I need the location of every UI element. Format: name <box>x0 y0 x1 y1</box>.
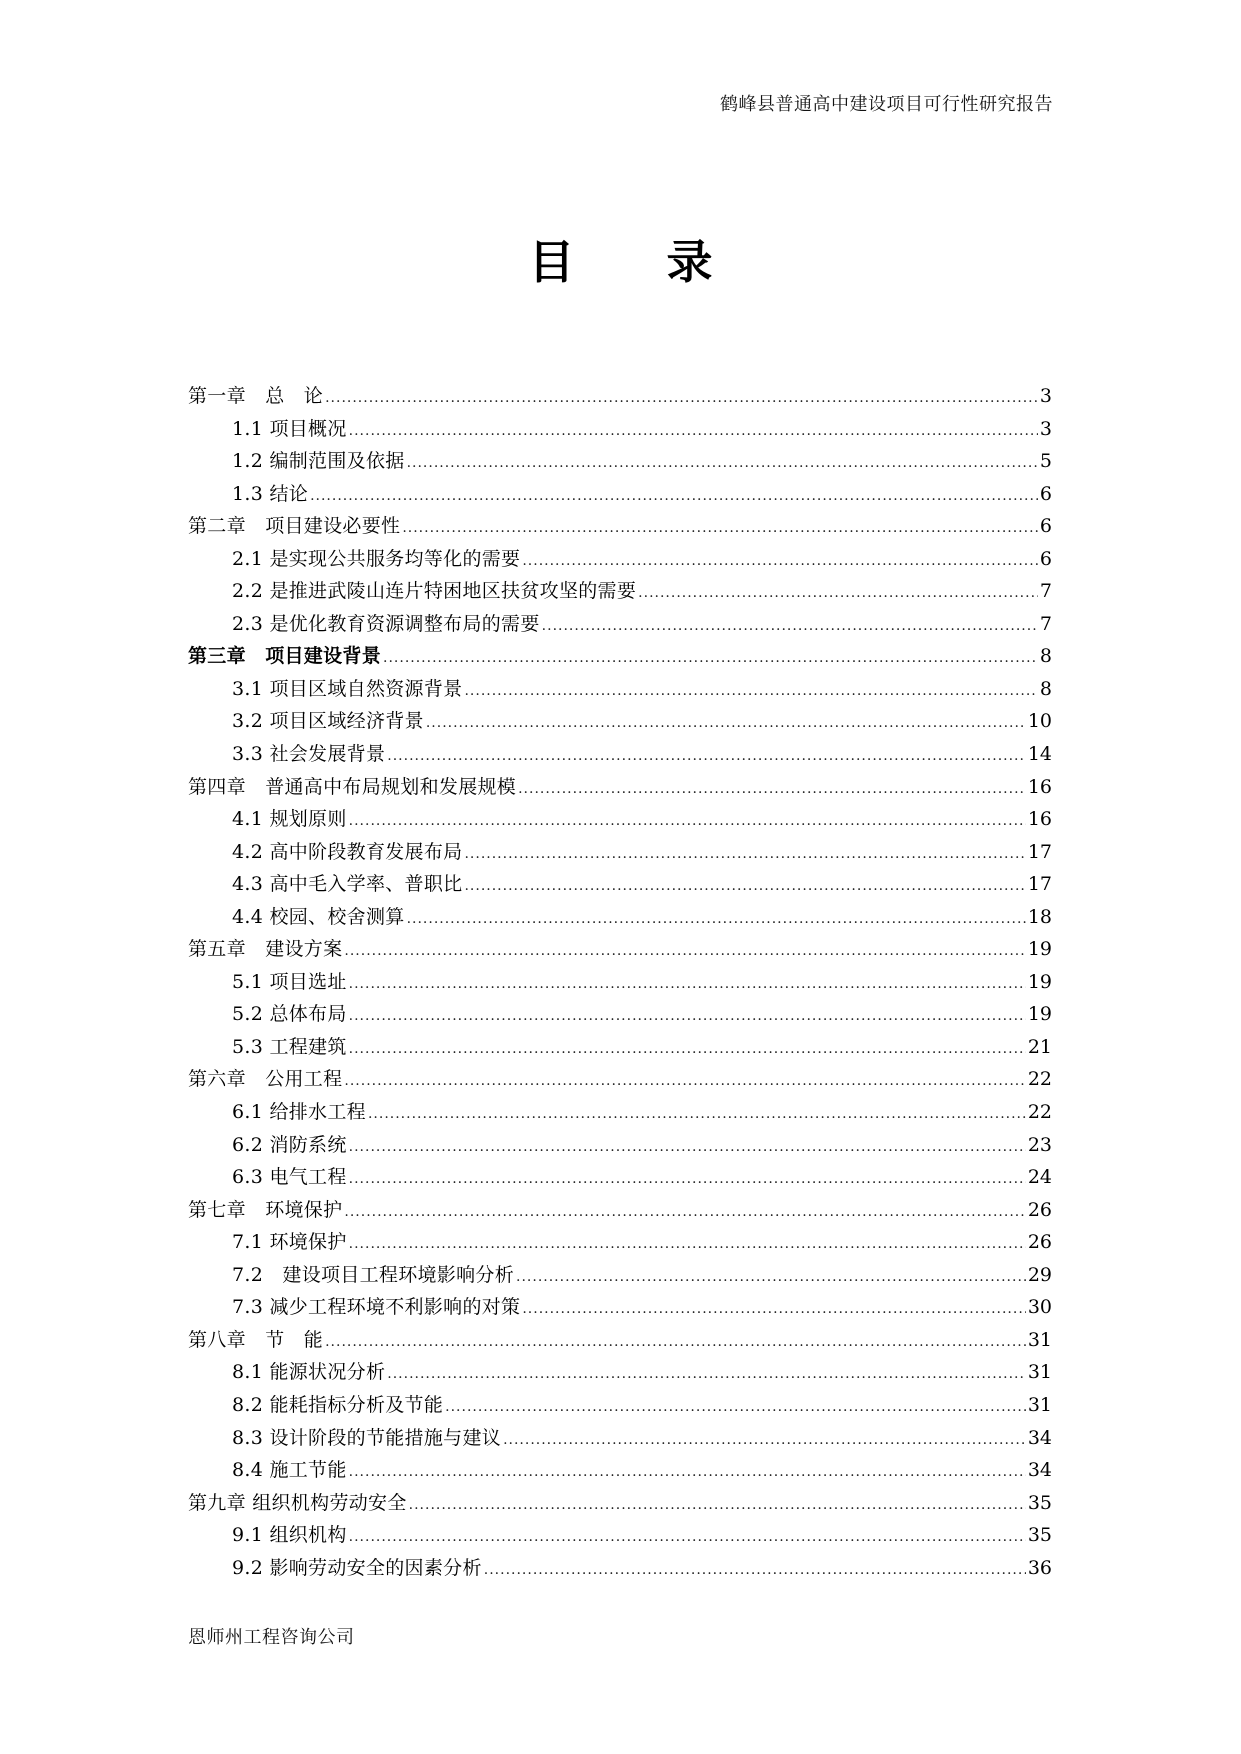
toc-dot-leader <box>409 1489 1026 1522</box>
toc-dot-leader <box>349 1033 1026 1066</box>
toc-section-entry[interactable] <box>188 673 1052 706</box>
toc-dot-leader <box>516 1261 1026 1294</box>
toc-entry-label: 4.4 校园、校舍测算 <box>232 905 405 928</box>
toc-entry-label: 2.2 是推进武陵山连片特困地区扶贫攻坚的需要 <box>232 580 637 603</box>
toc-entry-label: 7.1 环境保护 <box>232 1231 347 1254</box>
toc-dot-leader <box>349 1163 1026 1196</box>
toc-entry-label: 8.4 施工节能 <box>232 1459 347 1482</box>
toc-entry-page-number: 6 <box>1039 482 1052 505</box>
toc-entry-label: 1.3 结论 <box>232 482 309 505</box>
toc-section-entry[interactable] <box>188 1031 1052 1064</box>
toc-section-entry[interactable] <box>188 901 1052 934</box>
toc-entry-label: 4.1 规划原则 <box>232 808 347 831</box>
page-title: 目 录 <box>528 235 751 289</box>
toc-entry-label: 6.1 给排水工程 <box>232 1101 366 1124</box>
toc-dot-leader <box>387 740 1026 773</box>
toc-entry-page-number: 16 <box>1027 808 1052 831</box>
toc-section-entry[interactable] <box>188 836 1052 869</box>
running-footer: 恩师州工程咨询公司 <box>188 1627 355 1648</box>
toc-entry-page-number: 18 <box>1027 905 1052 928</box>
toc-entry-label: 7.2 建设项目工程环境影响分析 <box>232 1263 515 1286</box>
toc-dot-leader <box>325 1326 1026 1359</box>
toc-dot-leader <box>638 577 1038 610</box>
toc-section-entry[interactable] <box>188 445 1052 478</box>
toc-entry-page-number: 31 <box>1027 1361 1052 1384</box>
toc-dot-leader <box>344 935 1025 968</box>
toc-dot-leader <box>464 838 1025 871</box>
toc-dot-leader <box>349 1131 1026 1164</box>
toc-entry-page-number: 10 <box>1027 710 1052 733</box>
toc-section-entry[interactable] <box>188 803 1052 836</box>
toc-entry-label: 第六章 公用工程 <box>188 1068 343 1091</box>
toc-entry-label: 第四章 普通高中布局规划和发展规模 <box>188 775 517 798</box>
toc-section-entry[interactable] <box>188 1291 1052 1324</box>
toc-chapter-entry[interactable] <box>188 510 1052 543</box>
toc-chapter-entry[interactable] <box>188 1194 1052 1227</box>
toc-entry-page-number: 3 <box>1039 417 1052 440</box>
toc-section-entry[interactable] <box>188 1161 1052 1194</box>
toc-entry-label: 4.3 高中毛入学率、普职比 <box>232 873 463 896</box>
toc-entry-label: 6.2 消防系统 <box>232 1133 347 1156</box>
toc-dot-leader <box>349 1521 1026 1554</box>
toc-entry-page-number: 7 <box>1039 612 1052 635</box>
toc-dot-leader <box>349 415 1038 448</box>
toc-entry-label: 9.2 影响劳动安全的因素分析 <box>232 1556 482 1579</box>
toc-entry-label: 6.3 电气工程 <box>232 1166 347 1189</box>
toc-entry-label: 9.1 组织机构 <box>232 1524 347 1547</box>
toc-section-entry[interactable] <box>188 543 1052 576</box>
toc-dot-leader <box>344 1065 1025 1098</box>
toc-section-entry[interactable] <box>188 413 1052 446</box>
toc-entry-label: 5.1 项目选址 <box>232 970 347 993</box>
toc-section-entry[interactable] <box>188 1096 1052 1129</box>
toc-section-entry[interactable] <box>188 966 1052 999</box>
toc-dot-leader <box>407 903 1026 936</box>
toc-entry-page-number: 19 <box>1027 1003 1052 1026</box>
toc-dot-leader <box>542 610 1038 643</box>
toc-chapter-entry[interactable] <box>188 1324 1052 1357</box>
toc-entry-page-number: 22 <box>1027 1068 1052 1091</box>
toc-dot-leader <box>310 480 1038 513</box>
toc-dot-leader <box>445 1391 1026 1424</box>
toc-section-entry[interactable] <box>188 1519 1052 1552</box>
toc-chapter-entry[interactable] <box>188 771 1052 804</box>
toc-entry-page-number: 29 <box>1027 1263 1052 1286</box>
toc-entry-label: 8.2 能耗指标分析及节能 <box>232 1393 444 1416</box>
toc-entry-label: 3.1 项目区域自然资源背景 <box>232 677 463 700</box>
toc-entry-page-number: 8 <box>1039 677 1052 700</box>
toc-entry-label: 第三章 项目建设背景 <box>188 645 382 668</box>
toc-entry-page-number: 26 <box>1027 1198 1052 1221</box>
toc-entry-page-number: 34 <box>1027 1426 1052 1449</box>
toc-entry-label: 2.1 是实现公共服务均等化的需要 <box>232 547 521 570</box>
toc-entry-page-number: 35 <box>1027 1524 1052 1547</box>
toc-section-entry[interactable] <box>188 478 1052 511</box>
toc-entry-page-number: 6 <box>1039 547 1052 570</box>
toc-entry-label: 第二章 项目建设必要性 <box>188 515 401 538</box>
toc-entry-page-number: 30 <box>1027 1296 1052 1319</box>
toc-dot-leader <box>349 805 1026 838</box>
toc-chapter-entry[interactable] <box>188 640 1052 673</box>
toc-entry-page-number: 8 <box>1039 645 1052 668</box>
toc-section-entry[interactable] <box>188 608 1052 641</box>
toc-dot-leader <box>426 707 1026 740</box>
toc-section-entry[interactable] <box>188 705 1052 738</box>
toc-entry-page-number: 3 <box>1039 385 1052 407</box>
toc-entry-page-number: 22 <box>1027 1101 1052 1124</box>
toc-chapter-entry[interactable] <box>188 933 1052 966</box>
toc-entry-page-number: 36 <box>1027 1556 1052 1579</box>
toc-section-entry[interactable] <box>188 1356 1052 1389</box>
toc-entry-label: 第九章 组织机构劳动安全 <box>188 1491 407 1514</box>
toc-dot-leader <box>464 870 1025 903</box>
toc-dot-leader <box>344 1196 1025 1229</box>
toc-entry-page-number: 19 <box>1027 970 1052 993</box>
toc-entry-page-number: 21 <box>1027 1035 1052 1058</box>
toc-entry-page-number: 35 <box>1027 1491 1052 1514</box>
toc-dot-leader <box>484 1554 1026 1587</box>
toc-entry-label: 8.3 设计阶段的节能措施与建议 <box>232 1426 502 1449</box>
toc-entry-label: 5.2 总体布局 <box>232 1003 347 1026</box>
toc-chapter-entry[interactable] <box>188 1487 1052 1520</box>
toc-entry-page-number: 24 <box>1027 1166 1052 1189</box>
toc-dot-leader <box>387 1358 1026 1391</box>
toc-section-entry[interactable] <box>188 1129 1052 1162</box>
toc-entry-page-number: 31 <box>1027 1328 1052 1351</box>
toc-dot-leader <box>522 545 1038 578</box>
toc-dot-leader <box>464 675 1037 708</box>
toc-entry-page-number: 17 <box>1027 840 1052 863</box>
toc-entry-page-number: 6 <box>1039 515 1052 538</box>
toc-entry-label: 3.3 社会发展背景 <box>232 743 386 766</box>
toc-entry-page-number: 31 <box>1027 1393 1052 1416</box>
toc-dot-leader <box>368 1098 1026 1131</box>
toc-entry-label: 3.2 项目区域经济背景 <box>232 710 424 733</box>
toc-dot-leader <box>402 512 1038 545</box>
running-header: 鹤峰县普通高中建设项目可行性研究报告 <box>720 94 1053 115</box>
toc-entry-page-number: 17 <box>1027 873 1052 896</box>
toc-entry-label: 1.2 编制范围及依据 <box>232 450 405 473</box>
toc-entry-page-number: 14 <box>1027 743 1052 766</box>
toc-dot-leader <box>518 773 1026 806</box>
toc-dot-leader <box>349 968 1026 1001</box>
toc-section-entry[interactable] <box>188 1389 1052 1422</box>
toc-entry-page-number: 23 <box>1027 1133 1052 1156</box>
toc-dot-leader <box>383 642 1038 675</box>
toc-entry-label: 5.3 工程建筑 <box>232 1035 347 1058</box>
toc-entry-page-number: 16 <box>1027 775 1052 798</box>
toc-chapter-entry[interactable] <box>188 1063 1052 1096</box>
toc-section-entry[interactable] <box>188 1552 1052 1585</box>
toc-entry-label: 4.2 高中阶段教育发展布局 <box>232 840 463 863</box>
toc-entry-label: 第七章 环境保护 <box>188 1198 343 1221</box>
toc-dot-leader <box>349 1456 1026 1489</box>
toc-entry-label: 1.1 项目概况 <box>232 417 347 440</box>
toc-dot-leader <box>349 1000 1026 1033</box>
toc-entry-label: 7.3 减少工程环境不利影响的对策 <box>232 1296 521 1319</box>
toc-entry-label: 8.1 能源状况分析 <box>232 1361 386 1384</box>
toc-dot-leader <box>522 1293 1025 1326</box>
toc-dot-leader <box>503 1424 1026 1457</box>
toc-section-entry[interactable] <box>188 738 1052 771</box>
toc-section-entry[interactable] <box>188 1422 1052 1455</box>
toc-entry-page-number: 19 <box>1027 938 1052 961</box>
toc-section-entry[interactable] <box>188 1259 1052 1292</box>
toc-entry-label: 2.3 是优化教育资源调整布局的需要 <box>232 612 540 635</box>
toc-dot-leader <box>349 1228 1026 1261</box>
toc-section-entry[interactable] <box>188 1454 1052 1487</box>
toc-section-entry[interactable] <box>188 868 1052 901</box>
toc-entry-page-number: 7 <box>1039 580 1052 603</box>
toc-entry-page-number: 26 <box>1027 1231 1052 1254</box>
toc-dot-leader <box>407 447 1038 480</box>
table-of-contents <box>188 380 1052 1584</box>
toc-entry-label: 第八章 节 能 <box>188 1328 324 1351</box>
toc-entry-label: 第五章 建设方案 <box>188 938 343 961</box>
toc-entry-page-number: 34 <box>1027 1459 1052 1482</box>
toc-section-entry[interactable] <box>188 1226 1052 1259</box>
toc-chapter-entry[interactable] <box>188 380 1052 413</box>
toc-dot-leader <box>325 382 1038 415</box>
toc-section-entry[interactable] <box>188 998 1052 1031</box>
toc-entry-page-number: 5 <box>1039 450 1052 473</box>
toc-section-entry[interactable] <box>188 575 1052 608</box>
toc-entry-label: 第一章 总 论 <box>188 385 324 407</box>
